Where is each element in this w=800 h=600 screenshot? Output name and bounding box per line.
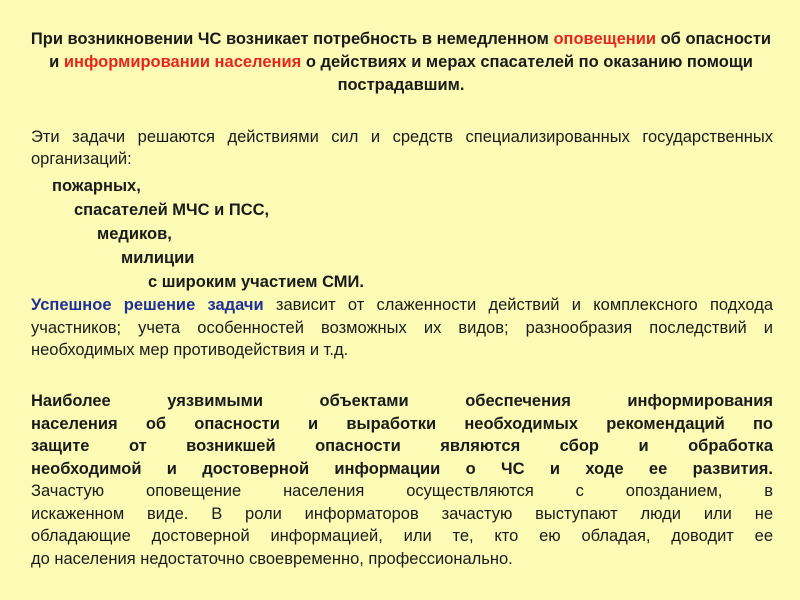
list-item-medics: медиков, (97, 225, 172, 243)
list-item-media: с широким участием СМИ. (148, 273, 364, 291)
vulnerable-line-5: Зачастую оповещение населения осуществляются с опозданием, в (31, 482, 773, 500)
list-item-police: милиции (121, 249, 195, 267)
intro-highlight-notification: оповещении (553, 30, 657, 48)
vulnerable-bold-line-3: защите от возникшей опасности являются сбор и обработка (31, 437, 773, 455)
vulnerable-paragraph (31, 390, 773, 570)
tasks-paragraph: Эти задачи решаются действиями сил и средств специализированных государственных организаций: (31, 128, 773, 168)
intro-highlight-informing: информировании населения (63, 53, 302, 71)
intro-part-1: При возникновении ЧС возникает потребность в немедленном (30, 30, 554, 48)
vulnerable-bold-line-4: необходимой и достоверной информации о ЧС и ходе ее развития. (31, 459, 773, 478)
list-item-firefighters: пожарных, (52, 177, 141, 195)
list-item-rescuers: спасателей МЧС и ПСС, (74, 201, 270, 219)
intro-heading (30, 28, 772, 97)
intro-part-2: об опасности и (49, 30, 772, 71)
vulnerable-line-8: до населения недостаточно своевременно, профессионально. (31, 549, 513, 568)
vulnerable-bold-line-1: Наиболее уязвимыми объектами обеспечения информирования (31, 392, 773, 410)
intro-part-3: о действиях и мерах спасателей по оказанию помощи пострадавшим. (301, 53, 753, 94)
success-lead: Успешное решение задачи (31, 296, 264, 314)
vulnerable-bold-line-2: населения об опасности и выработки необходимых рекомендаций по (31, 414, 773, 433)
success-paragraph (31, 294, 773, 362)
vulnerable-line-7: обладающие достоверной информацией, или те, кто ею обладая, доводит ее (31, 527, 773, 545)
vulnerable-line-6: искаженном виде. В роли информаторов зачастую выступают люди или не (31, 504, 773, 523)
success-text: зависит от слаженности действий и комплексного подхода участников; учета особенностей возможных их видов; разнообразия последствий и необходимых мер противодействия и т.д. (31, 296, 773, 359)
